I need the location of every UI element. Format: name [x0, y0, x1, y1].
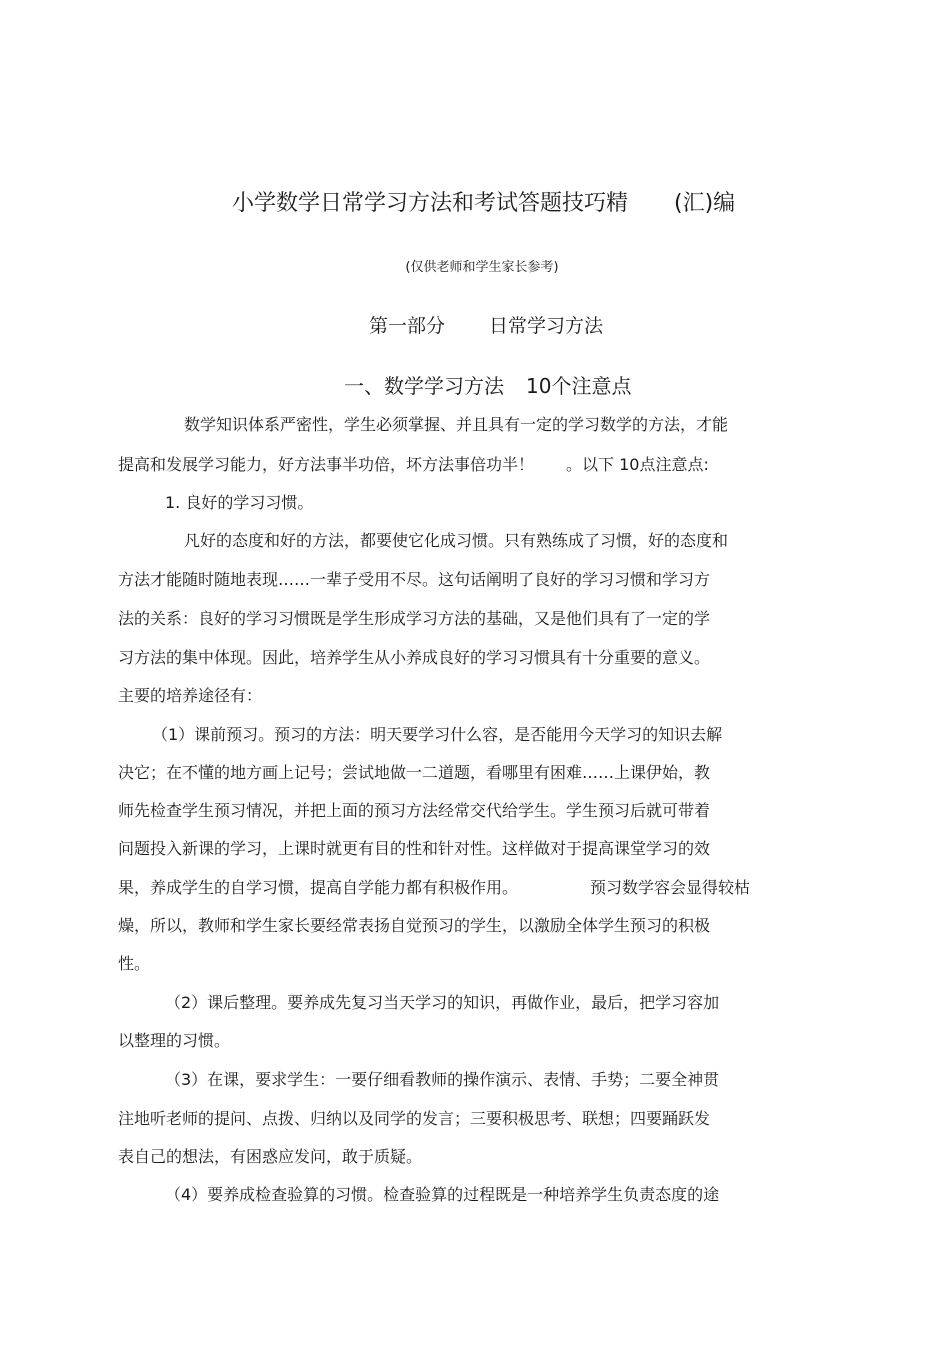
title-suffix: (汇)编: [674, 191, 736, 216]
body-line: （4）要养成检查验算的习惯。检查验算的过程既是一种培养学生负责态度的途: [165, 1185, 720, 1204]
body-line: （2）课后整理。要养成先复习当天学习的知识，再做作业，最后，把学习容加: [165, 993, 720, 1012]
document-subtitle: (仅供老师和学生家长参考): [405, 260, 559, 275]
body-line: 主要的培养途径有：: [118, 686, 263, 705]
body-line: 燥，所以，教师和学生家长要经常表扬自觉预习的学生，以激励全体学生预习的积极: [118, 916, 711, 935]
body-line: 习方法的集中体现。因此，培养学生从小养成良好的学习习惯具有十分重要的意义。: [118, 648, 711, 667]
body-line: 凡好的态度和好的方法，都要使它化成习惯。只有熟练成了习惯，好的态度和: [184, 531, 729, 550]
part-name: 日常学习方法: [489, 315, 604, 337]
body-line: 决它；在不懂的地方画上记号；尝试地做一二道题，看哪里有困难……上课伊始，教: [118, 763, 711, 782]
section-name: 10个注意点: [526, 374, 632, 398]
section-heading: [344, 370, 631, 399]
body-line: （3）在课，要求学生：一要仔细看教师的操作演示、表情、手势；二要全神贯: [165, 1070, 720, 1089]
body-line: 性。: [118, 954, 151, 973]
body-line: 以整理的习惯。: [118, 1031, 231, 1050]
body-line: 法的关系：良好的学习习惯既是学生形成学习方法的基础，又是他们具有了一定的学: [118, 609, 711, 628]
section-label: 一、数学学习方法: [344, 374, 504, 398]
body-line: 问题投入新课的学习，上课时就更有目的性和针对性。这样做对于提高课堂学习的效: [118, 839, 711, 858]
body-line: （1）课前预习。预习的方法：明天要学习什么容，是否能用今天学习的知识去解: [152, 725, 723, 744]
body-line: 数学知识体系严密性，学生必须掌握、并且具有一定的学习数学的方法，才能: [184, 415, 729, 434]
body-line: 表自己的想法，有困惑应发问，敢于质疑。: [118, 1147, 423, 1166]
title-main: 小学数学日常学习方法和考试答题技巧精: [232, 191, 629, 216]
part-heading: [369, 311, 603, 338]
body-line: 果，养成学生的自学习惯，提高自学能力都有积极作用。 预习数学容会显得较枯: [118, 878, 751, 897]
body-line: 提高和发展学习能力，好方法事半功倍，坏方法事倍功半！ 。以下 10点注意点:: [118, 455, 709, 474]
list-item-heading: 1. 良好的学习习惯。: [165, 493, 314, 512]
body-line: 方法才能随时随地表现……一辈子受用不尽。这句话阐明了良好的学习习惯和学习方: [118, 570, 711, 589]
part-label: 第一部分: [369, 315, 446, 337]
body-line: 师先检查学生预习情况，并把上面的预习方法经常交代给学生。学生预习后就可带着: [118, 801, 711, 820]
document-title: [232, 186, 735, 217]
body-line: 注地听老师的提问、点拨、归纳以及同学的发言；三要积极思考、联想；四要踊跃发: [118, 1109, 711, 1128]
